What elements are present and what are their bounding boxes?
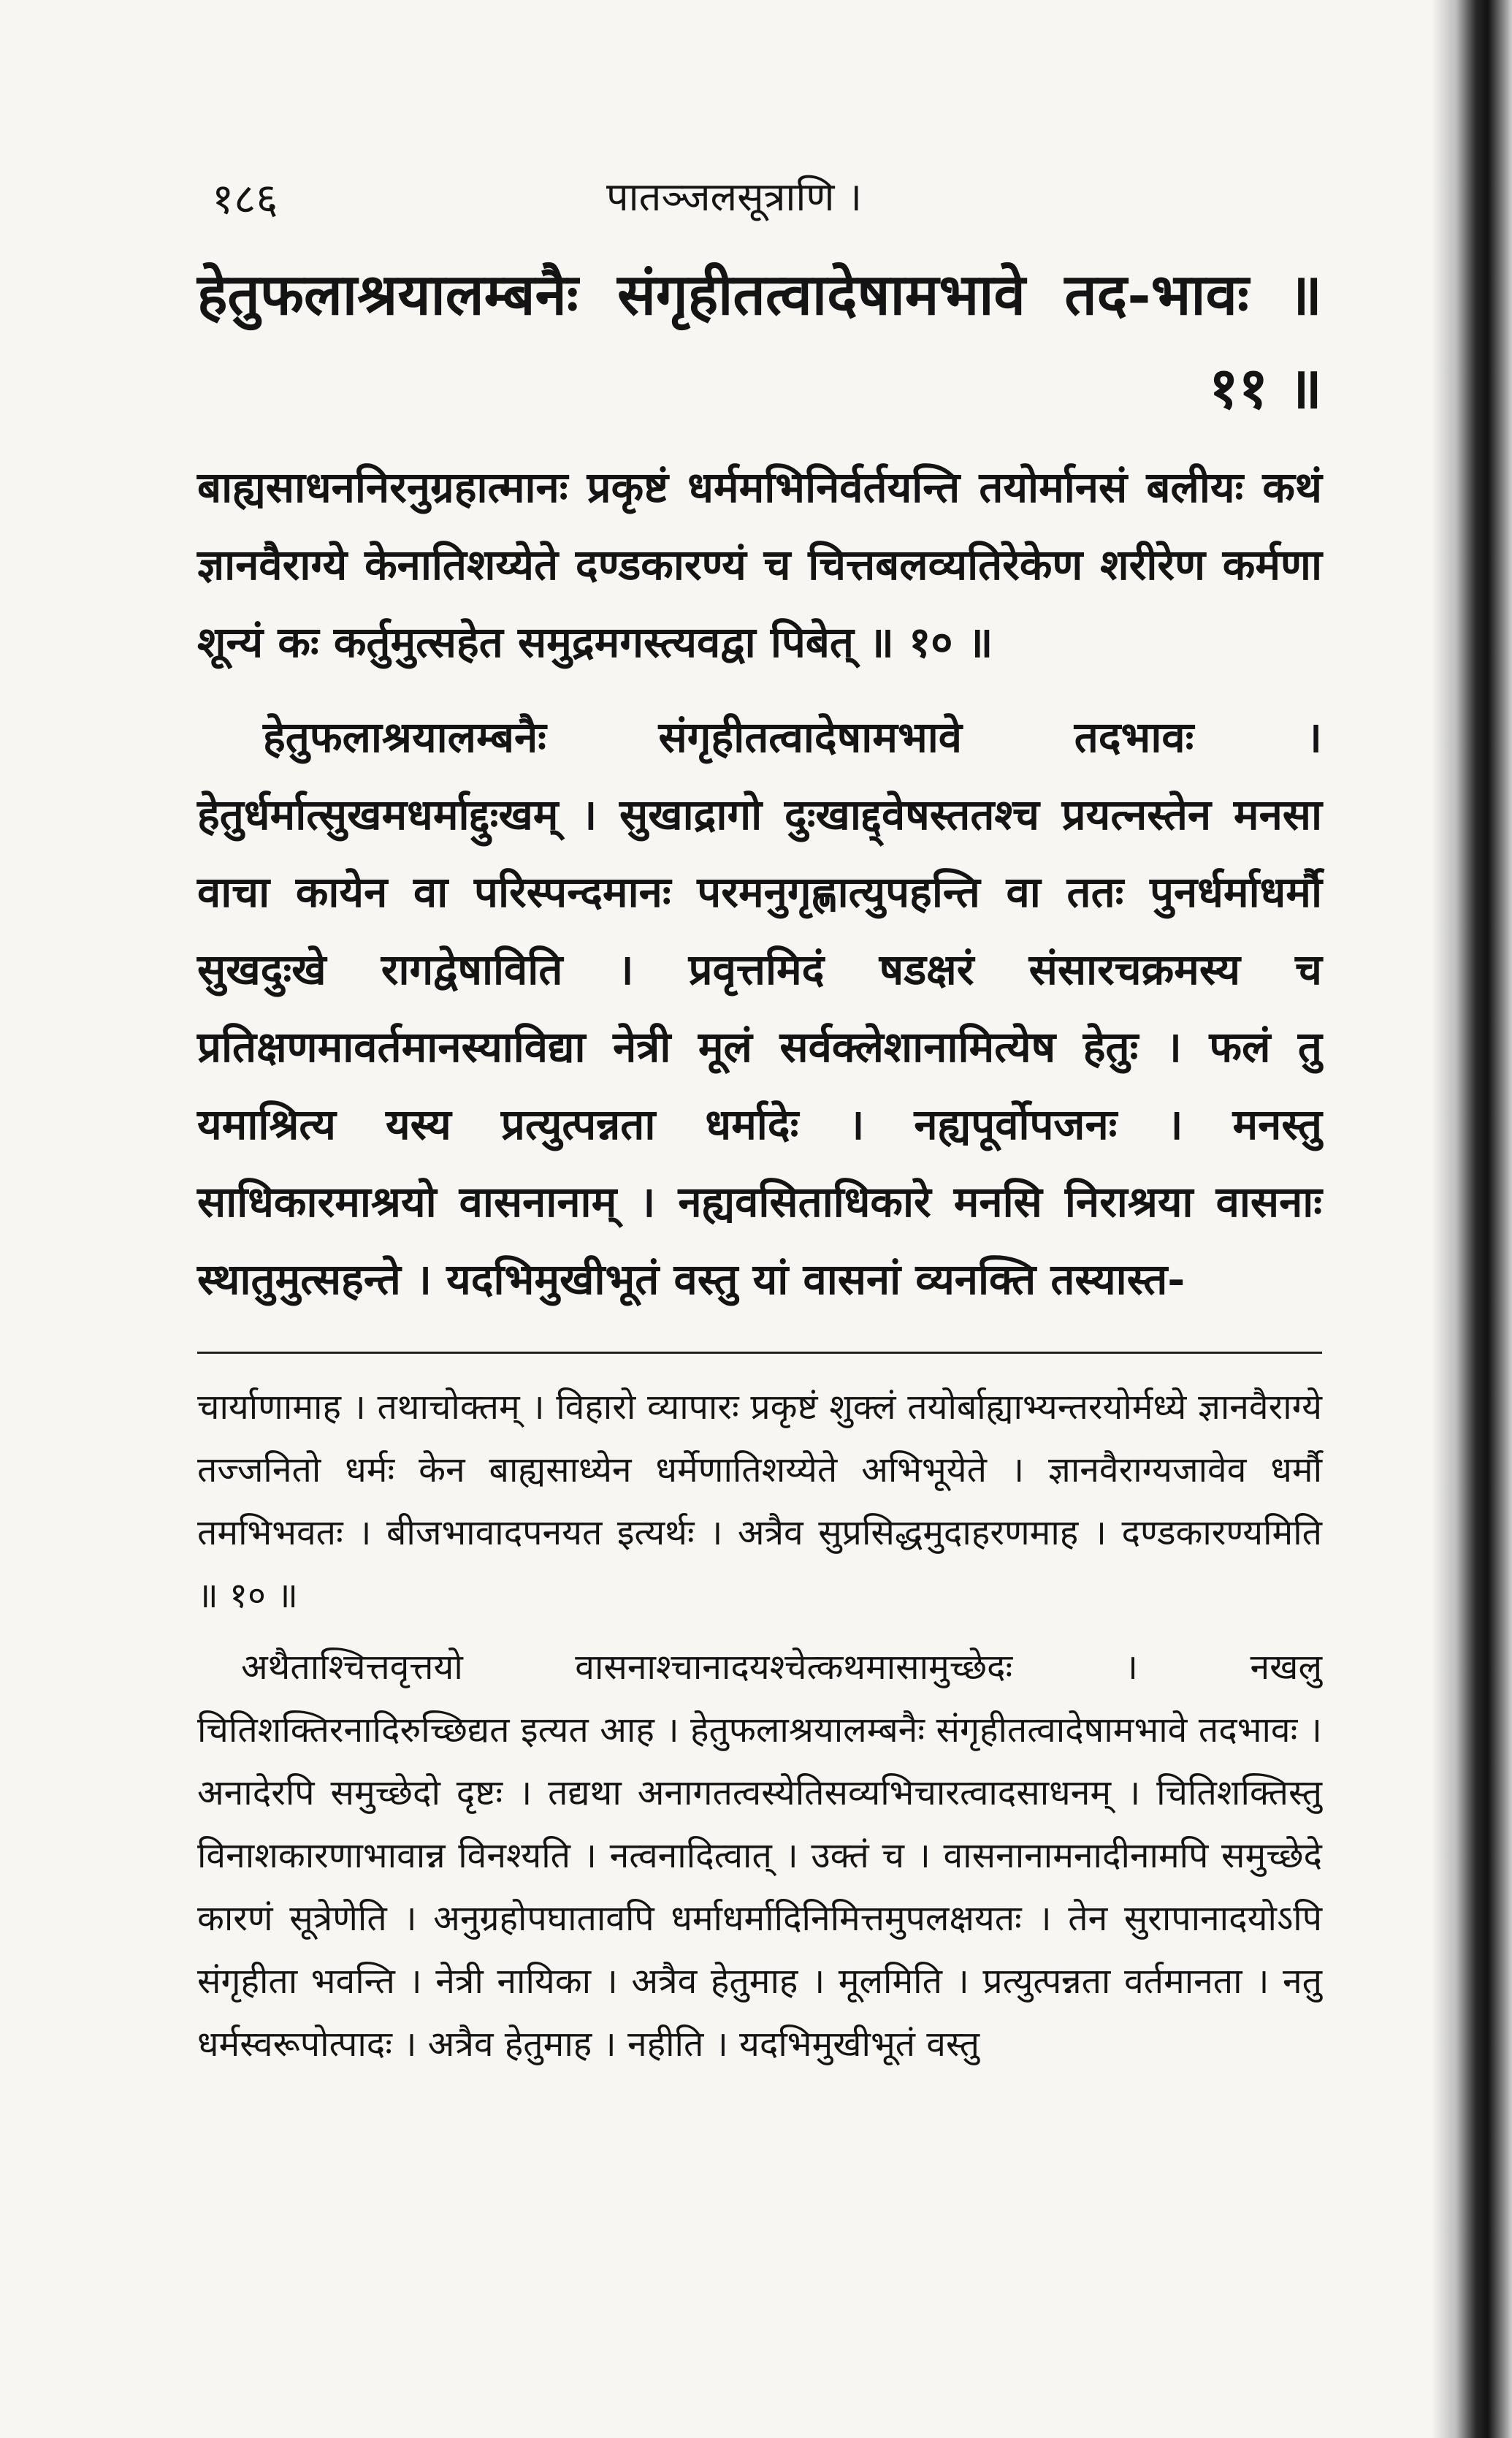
page-header: [197, 146, 1322, 248]
footnote-divider: [197, 1352, 1322, 1354]
sutra-verse: हेतुफलाश्रयालम्बनैः संगृहीतत्वादेषामभावे तद-भावः ॥ ११ ॥: [197, 262, 1322, 422]
bhashya-paragraph-2: हेतुफलाश्रयालम्बनैः संगृहीतत्वादेषामभावे तदभावः । हेतुर्धर्मात्सुखमधर्माद्दुःखम् । सुखाद्रागो दुःखाद्द्वेषस्ततश्च प्रयत्नस्तेन मनसा वाचा कायेन वा परिस्पन्दमानः परमनुगृह्णात्युपहन्ति वा ततः पुनर्धर्माधर्मौ सुखदुःखे रागद्वेषाविति । प्रवृत्तमिदं षडक्षरं संसारचक्रमस्य च प्रतिक्षणमावर्तमानस्याविद्या नेत्री मूलं सर्वक्लेशानामित्येष हेतुः । फलं तु यमाश्रित्य यस्य प्रत्युत्पन्नता धर्मादेः । नह्यपूर्वोपजनः । मनस्तु साधिकारमाश्रयो वासनानाम् । नह्यवसिताधिकारे मनसि निराश्रया वासनाः स्थातुमुत्सहन्ते । यदभिमुखीभूतं वस्तु यां वासनां व्यनक्ति तस्यास्त-: [197, 712, 1322, 1304]
book-spine-shadow: [1432, 0, 1512, 2438]
bhashya-paragraph-1: बाह्यसाधननिरनुग्रहात्मानः प्रकृष्टं धर्ममभिनिर्वर्तयन्ति तयोर्मानसं बलीयः कथं ज्ञानवैराग्ये केनातिशय्येते दण्डकारण्यं च चित्तबलव्यतिरेकेण शरीरेण कर्मणा शून्यं कः कर्तुमुत्सहेत समुद्रमगस्त्यवद्वा पिबेत् ॥ १० ॥: [197, 462, 1322, 667]
book-page: [197, 146, 1322, 2076]
running-title: पातञ्जलसूत्राणि ।: [606, 174, 863, 220]
commentary-paragraph-1: चार्याणामाह । तथाचोक्तम् । विहारो व्यापारः प्रकृष्टं शुक्लं तयोर्बाह्याभ्यन्तरयोर्मध्ये ज्ञानवैराग्ये तज्जनितो धर्मः केन बाह्यसाध्येन धर्मेणातिशय्येते अभिभूयेते । ज्ञानवैराग्यजावेव धर्मौ तमभिभवतः । बीजभावादपनयत इत्यर्थः । अत्रैव सुप्रसिद्धमुदाहरणमाह । दण्डकारण्यमिति ॥ १० ॥: [197, 1387, 1322, 1616]
commentary-paragraph-2: अथैताश्चित्तवृत्तयो वासनाश्चानादयश्चेत्कथमासामुच्छेदः । नखलु चितिशक्तिरनादिरुच्छिद्यत इत्यत आह । हेतुफलाश्रयालम्बनैः संगृहीतत्वादेषामभावे तदभावः । अनादेरपि समुच्छेदो दृष्टः । तद्यथा अनागतत्वस्येतिसव्यभिचारत्वादसाधनम् । चितिशक्तिस्तु विनाशकारणाभावान्न विनश्यति । नत्वनादित्वात् । उक्तं च । वासनानामनादीनामपि समुच्छेदे कारणं सूत्रेणेति । अनुग्रहोपघातावपि धर्माधर्मादिनिमित्तमुपलक्षयतः । तेन सुरापानादयोऽपि संगृहीता भवन्ति । नेत्री नायिका । अत्रैव हेतुमाह । मूलमिति । प्रत्युत्पन्नता वर्तमानता । नतु धर्मस्वरूपोत्पादः । अत्रैव हेतुमाह । नहीति । यदभिमुखीभूतं वस्तु: [197, 1647, 1322, 2065]
page-number: १८६: [212, 174, 278, 224]
